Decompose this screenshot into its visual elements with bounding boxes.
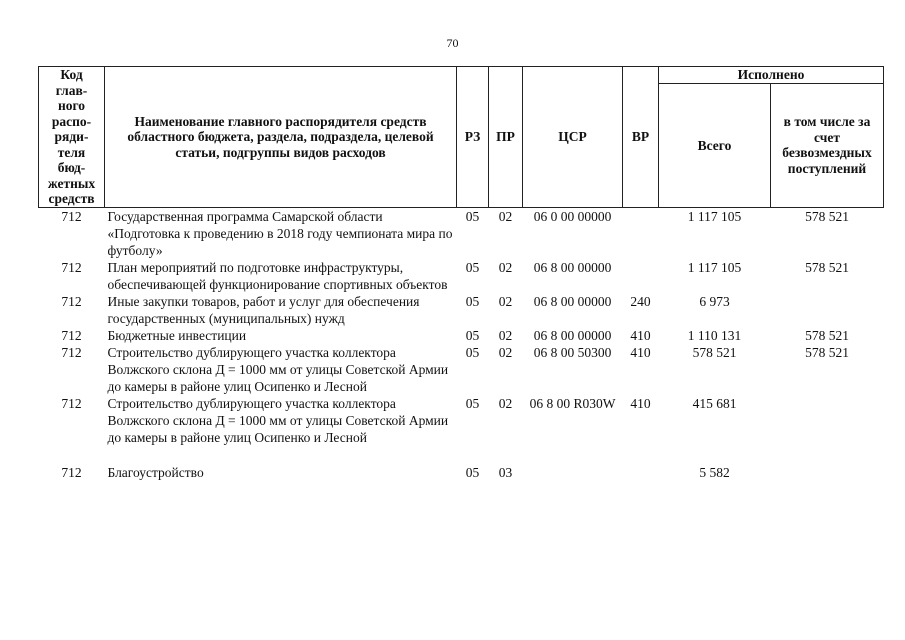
cell-vr: 410	[630, 344, 651, 360]
header-vr: ВР	[623, 67, 659, 208]
cell-code: 712	[61, 395, 82, 411]
header-total: Всего	[659, 84, 771, 208]
header-name: Наименование главного распорядителя средств областного бюджета, раздела, подраздела, целевой статьи, подгруппы видов расходов	[105, 67, 457, 208]
header-rz: РЗ	[457, 67, 489, 208]
cell-csr: 06 8 00 R030W	[529, 395, 616, 411]
page-number: 70	[446, 36, 459, 50]
cell-rz: 05	[465, 208, 480, 224]
cell-total: 1 117 105	[687, 259, 742, 275]
cell-code: 712	[61, 208, 82, 224]
cell-rz: 05	[465, 464, 480, 480]
header-csr: ЦСР	[523, 67, 623, 208]
cell-pr: 02	[498, 344, 513, 360]
row-spacer	[39, 446, 884, 464]
cell-rz: 05	[465, 344, 480, 360]
cell-rz: 05	[465, 259, 480, 275]
cell-total: 415 681	[692, 395, 737, 411]
cell-name: Государственная программа Самарской области «Подготовка к проведению в 2018 году чемпионата мира по футболу»	[107, 208, 453, 258]
cell-pr: 02	[498, 208, 513, 224]
cell-name: План мероприятий по подготовке инфраструктуры, обеспечивающей функционирование спортивных объектов	[107, 259, 448, 292]
cell-rz: 05	[465, 395, 480, 411]
cell-pr: 02	[498, 293, 513, 309]
cell-free: 578 521	[805, 259, 849, 275]
cell-vr	[623, 207, 659, 259]
table-row	[39, 259, 884, 293]
cell-free: 578 521	[805, 208, 849, 224]
cell-vr	[623, 259, 659, 293]
cell-total: 1 110 131	[687, 327, 742, 343]
cell-name: Благоустройство	[107, 464, 204, 480]
budget-table	[38, 66, 884, 481]
table-row	[39, 293, 884, 327]
cell-csr: 06 0 00 00000	[533, 208, 612, 224]
cell-pr: 02	[498, 259, 513, 275]
cell-free: 578 521	[805, 344, 849, 360]
cell-vr	[623, 464, 659, 481]
cell-pr: 02	[498, 395, 513, 411]
cell-csr: 06 8 00 00000	[533, 293, 612, 309]
header-free: в том числе за счет безвозмездных поступлений	[771, 84, 884, 208]
cell-csr: 06 8 00 00000	[533, 327, 612, 343]
table-row	[39, 344, 884, 395]
cell-pr: 03	[498, 464, 513, 480]
cell-code: 712	[61, 327, 82, 343]
cell-vr: 410	[630, 327, 651, 343]
cell-code: 712	[61, 259, 82, 275]
cell-total: 1 117 105	[687, 208, 742, 224]
table-row	[39, 207, 884, 259]
cell-name: Иные закупки товаров, работ и услуг для обеспечения государственных (муниципальных) нужд	[107, 293, 420, 326]
cell-code: 712	[61, 464, 82, 480]
cell-code: 712	[61, 344, 82, 360]
cell-total: 5 582	[699, 464, 730, 480]
cell-csr: 06 8 00 00000	[533, 259, 612, 275]
cell-rz: 05	[465, 327, 480, 343]
cell-total: 6 973	[699, 293, 730, 309]
cell-total: 578 521	[692, 344, 737, 360]
cell-csr: 06 8 00 50300	[533, 344, 612, 360]
cell-csr	[523, 464, 623, 481]
cell-pr: 02	[498, 327, 513, 343]
cell-free	[771, 395, 884, 446]
header-row-1	[39, 67, 884, 84]
header-code: Код глав- ного распо- ряди- теля бюд- жетных средств	[39, 67, 105, 208]
header-executed: Исполнено	[659, 67, 884, 84]
cell-rz: 05	[465, 293, 480, 309]
table-row	[39, 327, 884, 344]
cell-name: Строительство дублирующего участка коллектора Волжского склона Д = 1000 мм от улицы Советской Армии до камеры в районе улиц Осипенко и Лесной	[107, 395, 449, 445]
cell-name: Бюджетные инвестиции	[107, 327, 247, 343]
cell-vr: 240	[630, 293, 651, 309]
cell-free	[771, 464, 884, 481]
cell-free	[771, 293, 884, 327]
cell-name: Строительство дублирующего участка коллектора Волжского склона Д = 1000 мм от улицы Советской Армии до камеры в районе улиц Осипенко и Лесной	[107, 344, 449, 394]
cell-vr: 410	[630, 395, 651, 411]
table-row	[39, 395, 884, 446]
header-pr: ПР	[489, 67, 523, 208]
cell-free: 578 521	[805, 327, 849, 343]
table-row	[39, 464, 884, 481]
spacer-cell	[39, 446, 884, 464]
cell-code: 712	[61, 293, 82, 309]
